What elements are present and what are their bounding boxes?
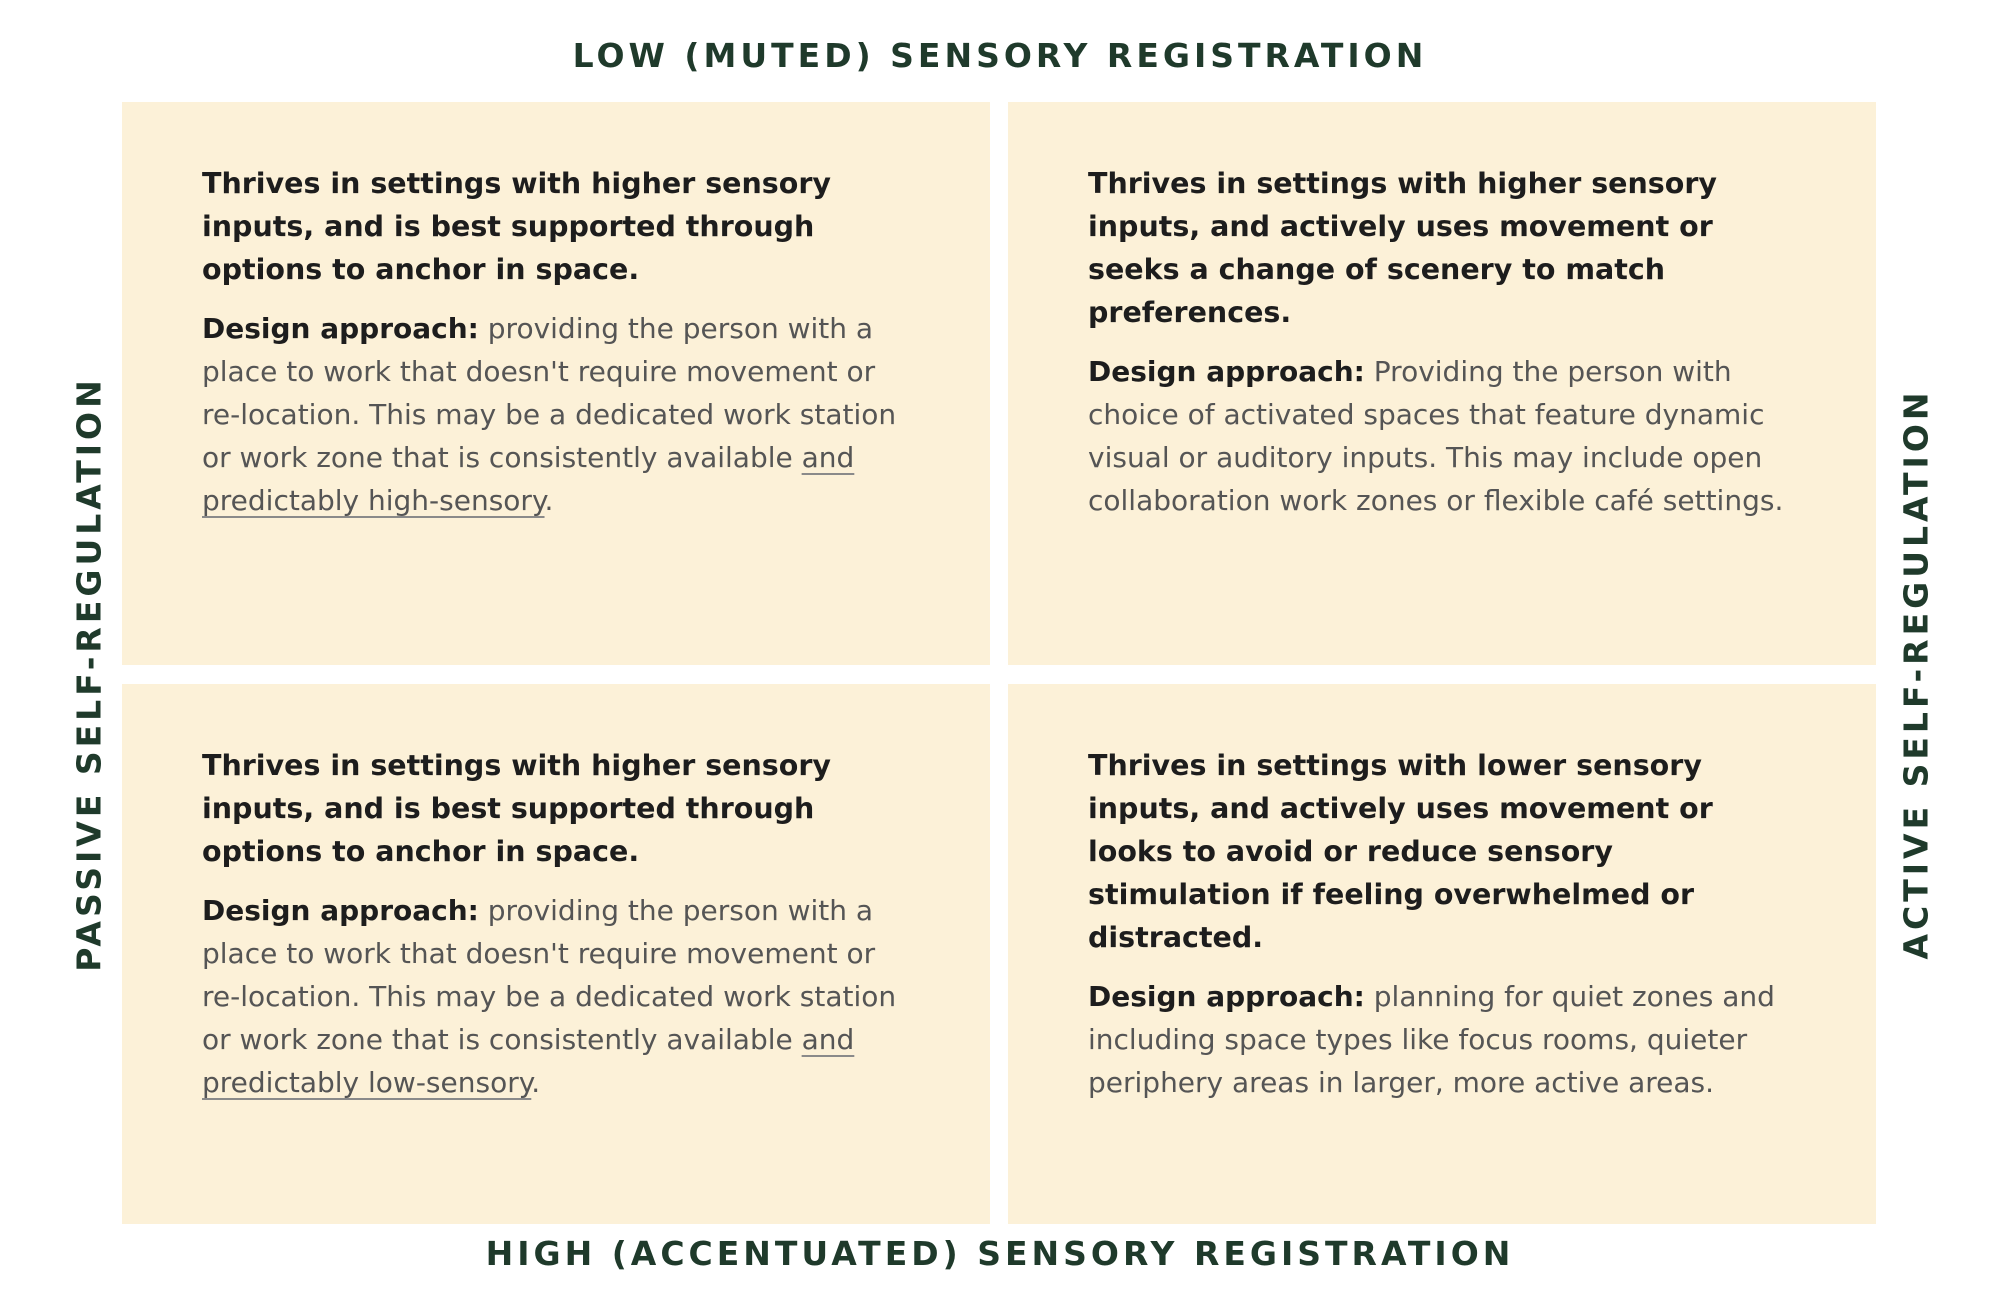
design-approach-text [202,307,910,522]
design-approach-text [1088,350,1796,522]
quadrant-heading: Thrives in settings with higher sensory inputs, and is best supported through options to anchor in space. [202,749,831,868]
design-approach-body: planning for quiet zones and including space types like focus rooms, quieter periphery areas in larger, more active areas. [1088,980,1775,1099]
design-approach-body: providing the person with a place to work that doesn't require movement or re-location. This may be a dedicated work station or work zone that is consistently available [202,894,897,1056]
quadrant-bottom-right [1008,684,1876,1224]
axis-label-top: LOW (MUTED) SENSORY REGISTRATION [572,36,1428,75]
quadrant-heading: Thrives in settings with higher sensory inputs, and actively uses movement or seeks a change of scenery to match preferences. [1088,167,1717,329]
axis-label-bottom: HIGH (ACCENTUATED) SENSORY REGISTRATION [485,1234,1515,1273]
design-approach-tail: . [531,1066,541,1099]
design-approach-underlined: and predictably high-sensory [202,441,855,517]
design-approach-lead: Design approach: [202,312,479,345]
design-approach-tail: . [544,484,554,517]
design-approach-text [202,889,910,1104]
axis-label-left: PASSIVE SELF-REGULATION [69,376,109,972]
design-approach-text [1088,975,1796,1104]
quadrant-heading: Thrives in settings with lower sensory inputs, and actively uses movement or looks to avoid or reduce sensory stimulation if feeling overwhelmed or distracted. [1088,749,1713,954]
quadrant-heading: Thrives in settings with higher sensory inputs, and is best supported through options to anchor in space. [202,167,831,286]
design-approach-body: providing the person with a place to work that doesn't require movement or re-location. This may be a dedicated work station or work zone that is consistently available [202,312,897,474]
design-approach-body: Providing the person with choice of activated spaces that feature dynamic visual or auditory inputs. This may include open collaboration work zones or flexible café settings. [1088,355,1784,517]
quadrant-bottom-left [122,684,990,1224]
quadrant-top-left [122,102,990,665]
design-approach-underlined: and predictably low-sensory [202,1023,855,1099]
design-approach-lead: Design approach: [1088,355,1365,388]
design-approach-lead: Design approach: [1088,980,1365,1013]
quadrant-top-right [1008,102,1876,665]
design-approach-lead: Design approach: [202,894,479,927]
axis-label-right: ACTIVE SELF-REGULATION [1896,388,1936,960]
